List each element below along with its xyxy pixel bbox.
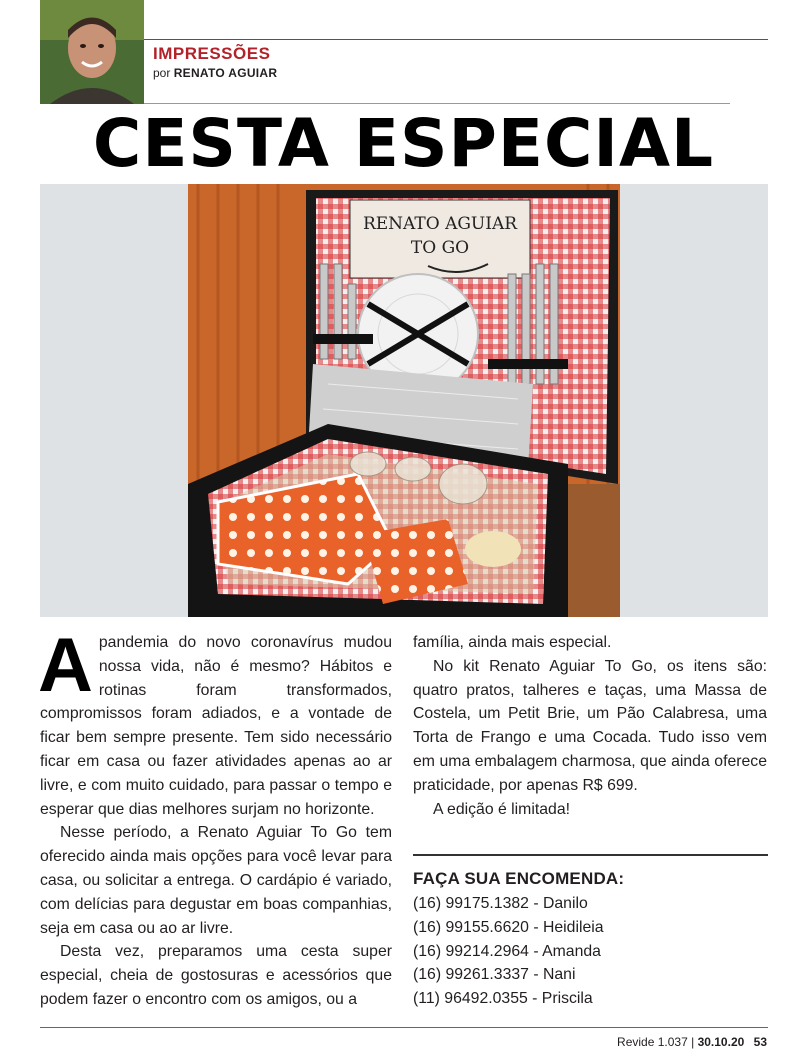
order-contact: (16) 99261.3337 - Nani [413, 966, 576, 984]
order-contact: (16) 99155.6620 - Heidileia [413, 918, 604, 936]
page-number: 53 [753, 1035, 767, 1049]
drop-cap: A [38, 623, 93, 708]
header-top-rule [144, 39, 768, 40]
magazine-issue: Revide 1.037 [617, 1035, 688, 1049]
header-bottom-rule [144, 103, 730, 104]
page-footer [617, 1035, 767, 1049]
article-paragraph: Desta vez, preparamos uma cesta super especial, cheia de gostosuras e acessórios que podem fazer o encontro com os amigos, ou a [40, 943, 392, 1008]
article-paragraph [38, 623, 392, 821]
byline-prefix: por [153, 66, 171, 80]
order-contact-list [413, 892, 604, 1011]
picnic-basket-photo [188, 184, 620, 617]
sign-text-line2: TO GO [410, 238, 470, 258]
order-contact: (16) 99175.1382 - Danilo [413, 895, 588, 912]
order-contact: (16) 99214.2964 - Amanda [413, 942, 601, 960]
order-divider [413, 854, 768, 856]
headline: CESTA ESPECIAL [92, 105, 715, 182]
column-name: IMPRESSÕES [153, 44, 271, 63]
byline-author: RENATO AGUIAR [173, 66, 278, 80]
footer-rule [40, 1027, 768, 1028]
article-paragraph: Nesse período, a Renato Aguiar To Go tem oferecido ainda mais opções para você levar para casa, ou solicitar a entrega. O cardápio é variado, com delícias para degustar em boas companhias, seja em casa ou ao ar livre. [40, 824, 392, 937]
article-paragraph-continued: família, ainda mais especial. [413, 634, 612, 651]
byline [153, 66, 277, 80]
article-column-left [38, 623, 392, 1012]
order-contact: (11) 96492.0355 - Priscila [413, 990, 593, 1008]
footer-separator: | [691, 1035, 695, 1049]
order-title: FAÇA SUA ENCOMENDA: [413, 869, 625, 888]
author-photo [40, 0, 144, 104]
paragraph-1-text: pandemia do novo coronavírus mudou nossa vida, não é mesmo? Hábitos e rotinas foram transformados, compromissos foram adiados, e a vontade de ficar bem sempre presente. Tem sido necessário ficar em casa ou fazer atividades apenas ao ar livre, e com muito cuidado, para passar o tempo e esperar que dias melhores surjam no horizonte. [40, 634, 392, 818]
article-paragraph: A edição é limitada! [433, 800, 570, 818]
article-paragraph: No kit Renato Aguiar To Go, os itens são: quatro pratos, talheres e taças, uma Massa de Costela, um Petit Brie, um Pão Calabresa, uma Torta de Frango e uma Cocada. Tudo isso vem em uma embalagem charmosa, que ainda oferece praticidade, por apenas R$ 699. [413, 657, 767, 794]
issue-date: 30.10.20 [697, 1035, 745, 1049]
sign-text-line1: RENATO AGUIAR [362, 214, 518, 234]
article-column-right [413, 631, 767, 821]
